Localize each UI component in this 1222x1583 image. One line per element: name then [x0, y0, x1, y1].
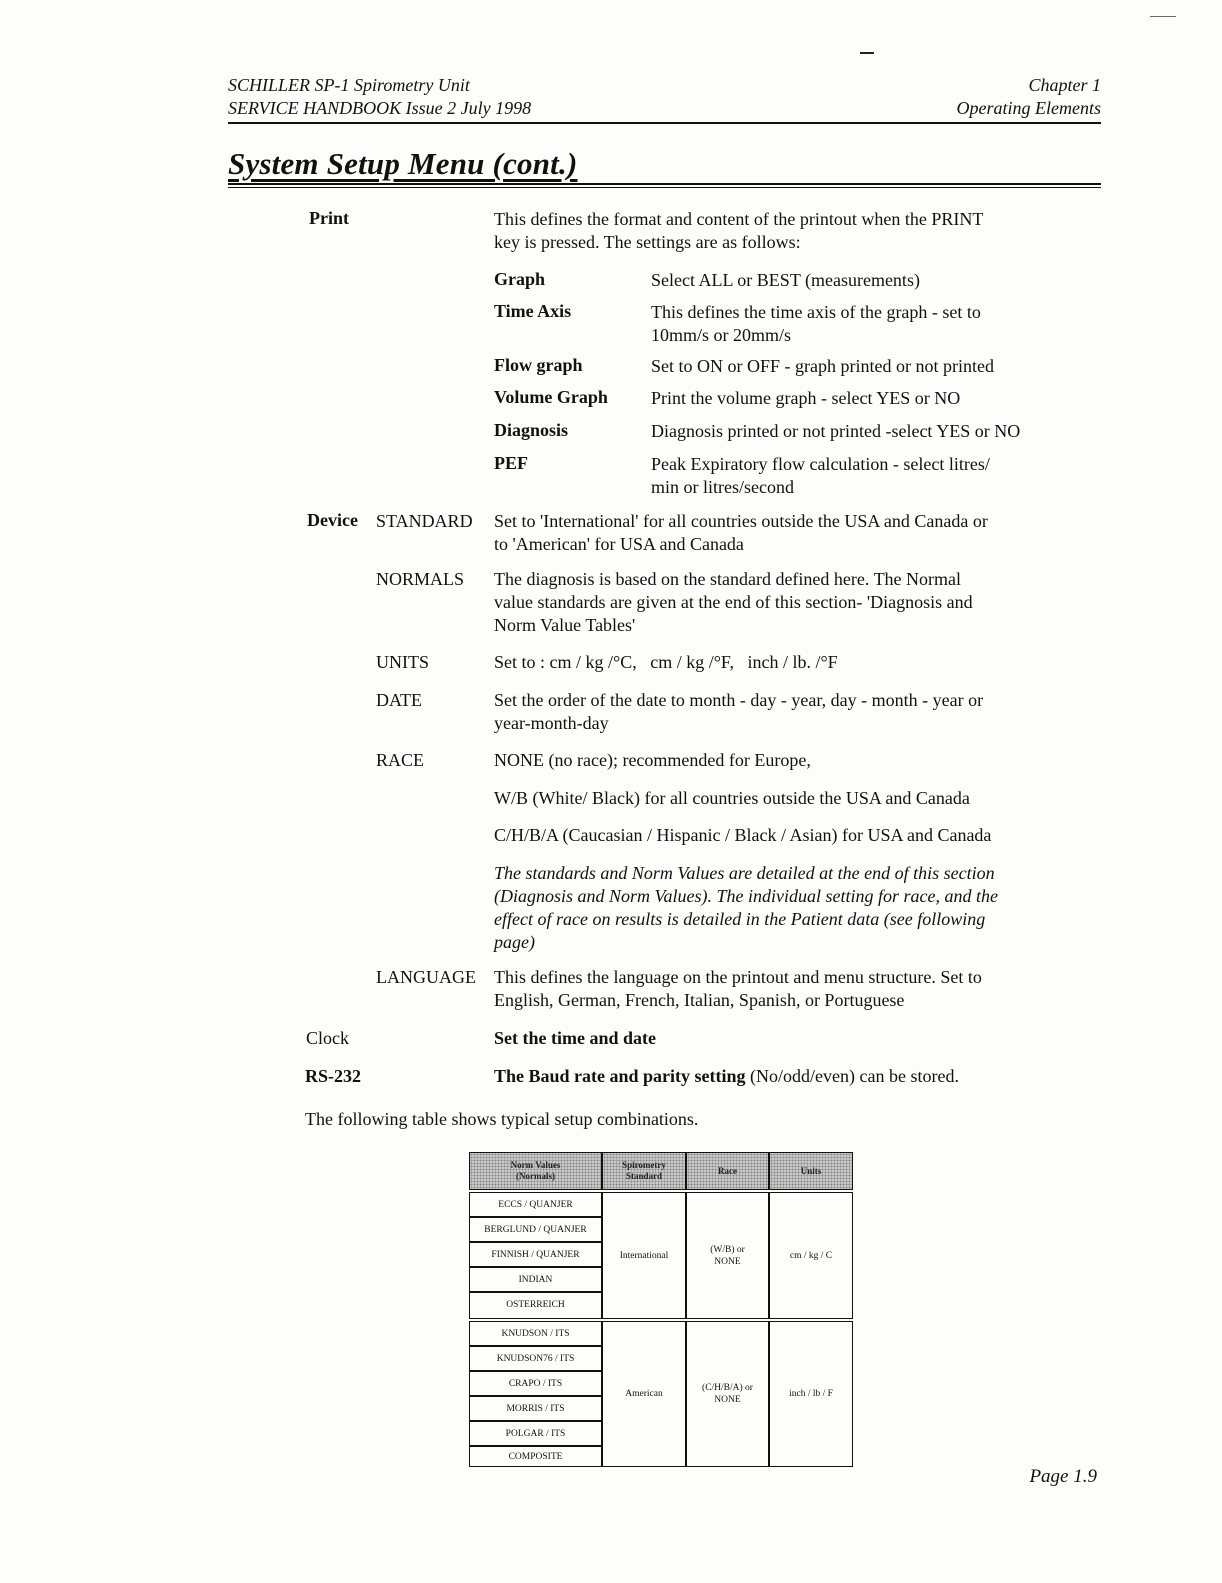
- setting-graph-desc: Select ALL or BEST (measurements): [651, 270, 920, 290]
- desc-line: min or litres/second: [651, 477, 794, 497]
- note-line: effect of race on results is detailed in the Patient data (see following: [494, 909, 986, 929]
- table-row-norm: POLGAR / ITS: [469, 1421, 602, 1446]
- device-units-desc: Set to : cm / kg /°C, cm / kg /°F, inch / lb. /°F: [494, 652, 838, 672]
- desc-line: Set the order of the date to month - day - year, day - month - year or: [494, 690, 984, 710]
- header-text: Standard: [625, 1171, 662, 1181]
- setting-flow-graph-name: Flow graph: [494, 355, 583, 375]
- device-normals-desc: [494, 568, 973, 637]
- clock-label: Clock: [306, 1028, 349, 1048]
- setting-time-axis-name: Time Axis: [494, 301, 572, 321]
- header-left: [228, 74, 531, 120]
- header-rule: [228, 122, 1101, 124]
- print-intro: [494, 208, 983, 254]
- title-rule-thin: [228, 187, 1101, 188]
- desc-line: Norm Value Tables': [494, 615, 636, 635]
- scan-mark: [1150, 16, 1176, 17]
- header-right: [957, 74, 1101, 120]
- desc-line: value standards are given at the end of this section- 'Diagnosis and: [494, 592, 973, 612]
- table-row-norm: COMPOSITE: [469, 1446, 602, 1467]
- race-line: NONE: [714, 1256, 741, 1267]
- table-row-norm: MORRIS / ITS: [469, 1396, 602, 1421]
- desc-line: This defines the language on the printout and menu structure. Set to: [494, 967, 982, 987]
- header-units: [769, 1152, 853, 1190]
- table-row-norm: ECCS / QUANJER: [469, 1192, 602, 1217]
- header-race: [686, 1152, 769, 1190]
- note-line: page): [494, 932, 535, 952]
- setting-time-axis-desc: [651, 301, 981, 347]
- device-language-desc: [494, 966, 982, 1012]
- header-text: Race: [718, 1166, 737, 1176]
- note-line: (Diagnosis and Norm Values). The individual setting for race, and the: [494, 886, 998, 906]
- race-option-chba: C/H/B/A (Caucasian / Hispanic / Black / Asian) for USA and Canada: [494, 825, 992, 845]
- race-line: (C/H/B/A) or: [702, 1383, 753, 1393]
- header-chapter: Chapter 1: [1028, 75, 1101, 95]
- desc-line: Set to 'International' for all countries outside the USA and Canada or: [494, 511, 988, 531]
- page-title: System Setup Menu (cont.): [228, 146, 578, 181]
- table-intro: The following table shows typical setup combinations.: [305, 1109, 699, 1129]
- race-option-wb: W/B (White/ Black) for all countries outside the USA and Canada: [494, 788, 970, 808]
- device-standard-name: STANDARD: [376, 511, 473, 531]
- header-norm-values: [469, 1152, 602, 1190]
- table-row-norm: OSTERREICH: [469, 1292, 602, 1319]
- device-standard-desc: [494, 510, 988, 556]
- setting-volume-graph-name: Volume Graph: [494, 387, 608, 407]
- print-intro-line: key is pressed. The settings are as follows:: [494, 232, 801, 252]
- rs232-desc-rest: (No/odd/even) can be stored.: [745, 1066, 959, 1086]
- setting-pef-desc: [651, 453, 990, 499]
- header-text: Norm Values: [510, 1160, 561, 1170]
- desc-line: 10mm/s or 20mm/s: [651, 325, 792, 345]
- race-note: [494, 862, 998, 954]
- table-row-norm: INDIAN: [469, 1267, 602, 1292]
- rs232-desc-bold: The Baud rate and parity setting: [494, 1066, 746, 1086]
- setting-flow-graph-desc: Set to ON or OFF - graph printed or not printed: [651, 356, 994, 376]
- note-line: The standards and Norm Values are detailed at the end of this section: [494, 863, 995, 883]
- setting-volume-graph-desc: Print the volume graph - select YES or NO: [651, 388, 961, 408]
- setting-diagnosis-name: Diagnosis: [494, 420, 569, 440]
- desc-line: to 'American' for USA and Canada: [494, 534, 744, 554]
- race-line: (W/B) or: [710, 1244, 745, 1255]
- header-text: (Normals): [516, 1171, 555, 1181]
- title-rule: [228, 183, 1101, 185]
- header-issue: SERVICE HANDBOOK Issue 2 July 1998: [228, 98, 532, 118]
- race-line: NONE: [714, 1395, 741, 1405]
- header-spirometry-standard: [602, 1152, 686, 1190]
- desc-line: year-month-day: [494, 713, 609, 733]
- setting-graph-name: Graph: [494, 269, 546, 289]
- scan-mark: [860, 52, 874, 54]
- desc-line: English, German, French, Italian, Spanish, or Portuguese: [494, 990, 905, 1010]
- rs232-desc: [494, 1066, 959, 1087]
- rs232-label: RS-232: [305, 1066, 362, 1086]
- table-row-norm: KNUDSON / ITS: [469, 1321, 602, 1346]
- table-row-norm: BERGLUND / QUANJER: [469, 1217, 602, 1242]
- american-units: inch / lb / F: [769, 1321, 853, 1467]
- international-standard: International: [602, 1192, 686, 1319]
- table-row-norm: KNUDSON76 / ITS: [469, 1346, 602, 1371]
- setup-combinations-table: [469, 1152, 853, 1467]
- device-race-name: RACE: [376, 750, 425, 770]
- table-row-norm: CRAPO / ITS: [469, 1371, 602, 1396]
- setting-diagnosis-desc: Diagnosis printed or not printed -select YES or NO: [651, 421, 1021, 441]
- setting-pef-name: PEF: [494, 453, 528, 473]
- print-intro-line: This defines the format and content of the printout when the PRINT: [494, 209, 984, 229]
- device-date-desc: [494, 689, 983, 735]
- desc-line: The diagnosis is based on the standard defined here. The Normal: [494, 569, 962, 589]
- table-row-norm: FINNISH / QUANJER: [469, 1242, 602, 1267]
- device-language-name: LANGUAGE: [376, 967, 476, 987]
- international-race: [686, 1192, 769, 1319]
- header-section: Operating Elements: [956, 98, 1101, 118]
- header-text: Spirometry: [622, 1160, 666, 1170]
- device-date-name: DATE: [376, 690, 422, 710]
- page-number: Page 1.9: [1029, 1466, 1097, 1487]
- device-normals-name: NORMALS: [376, 569, 465, 589]
- desc-line: Peak Expiratory flow calculation - select litres/: [651, 454, 990, 474]
- header-text: Units: [800, 1166, 822, 1176]
- american-standard: American: [602, 1321, 686, 1467]
- american-race: [686, 1321, 769, 1467]
- device-label: Device: [307, 510, 358, 530]
- desc-line: This defines the time axis of the graph - set to: [651, 302, 981, 322]
- print-label: Print: [309, 208, 349, 228]
- clock-desc: Set the time and date: [494, 1028, 656, 1048]
- device-units-name: UNITS: [376, 652, 429, 672]
- race-option-none: NONE (no race); recommended for Europe,: [494, 750, 811, 770]
- header-doc-title: SCHILLER SP-1 Spirometry Unit: [228, 75, 470, 95]
- international-units: cm / kg / C: [769, 1192, 853, 1319]
